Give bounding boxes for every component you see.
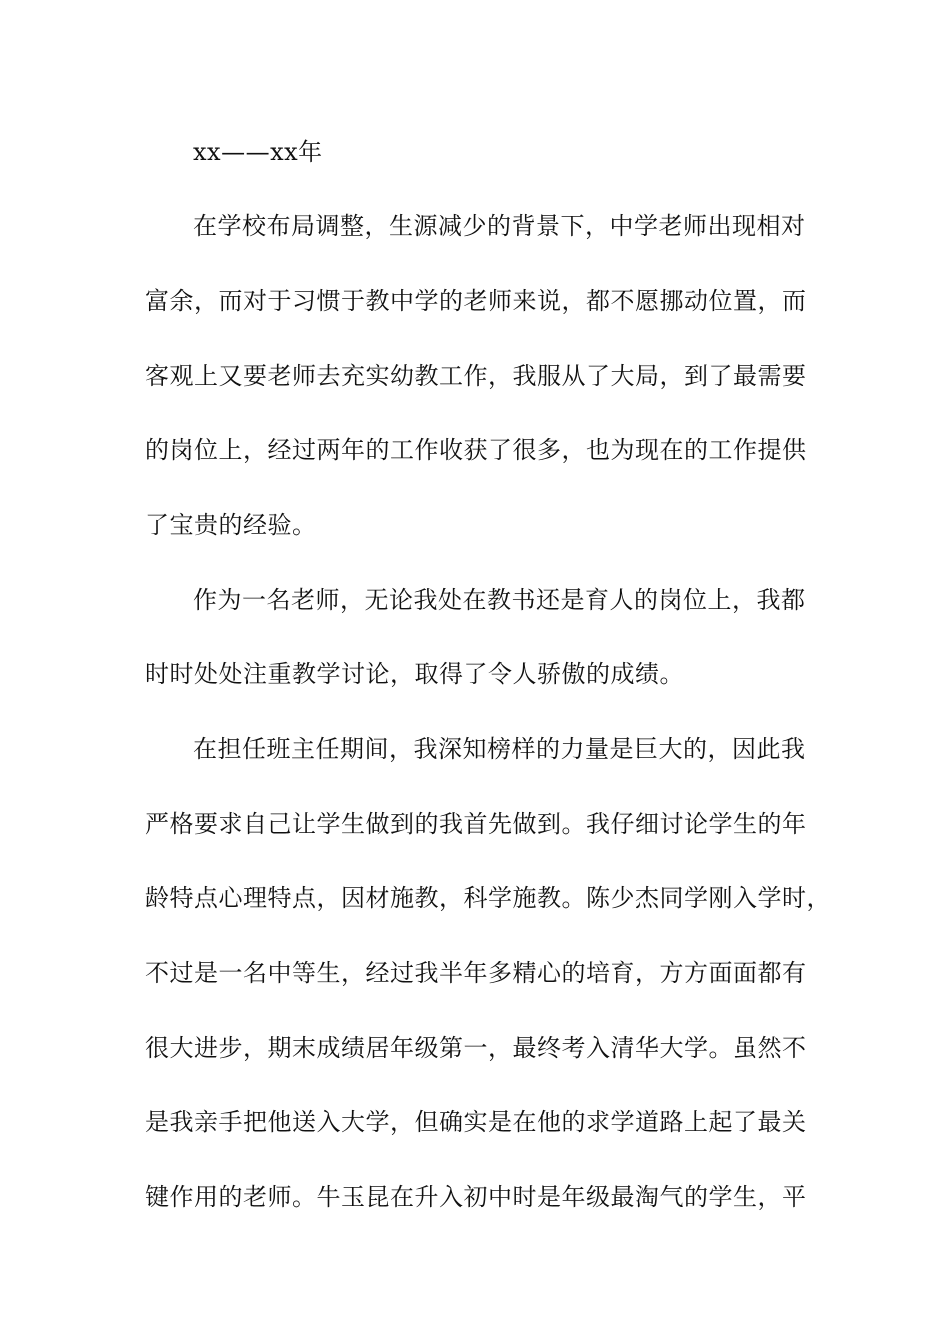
paragraph-1-line-4: 的岗位上，经过两年的工作收获了很多，也为现在的工作提供 [145,436,807,464]
paragraph-3-line-3: 龄特点心理特点，因材施教，科学施教。陈少杰同学刚入学时， [145,884,831,912]
paragraph-2-line-1: 作为一名老师，无论我处在教书还是育人的岗位上，我都 [193,586,806,614]
date-range-line: xx——xx年 [193,138,323,166]
paragraph-3-line-6: 是我亲手把他送入大学，但确实是在他的求学道路上起了最关 [145,1108,807,1136]
paragraph-1-line-2: 富余，而对于习惯于教中学的老师来说，都不愿挪动位置，而 [145,287,807,315]
paragraph-3-line-4: 不过是一名中等生，经过我半年多精心的培育，方方面面都有 [145,959,807,987]
paragraph-3-line-2: 严格要求自己让学生做到的我首先做到。我仔细讨论学生的年 [145,810,807,838]
paragraph-3-line-1: 在担任班主任期间，我深知榜样的力量是巨大的，因此我 [193,735,806,763]
paragraph-1-line-1: 在学校布局调整，生源减少的背景下，中学老师出现相对 [193,212,806,240]
paragraph-3-line-5: 很大进步，期末成绩居年级第一，最终考入清华大学。虽然不 [145,1034,807,1062]
paragraph-3-line-7: 键作用的老师。牛玉昆在升入初中时是年级最淘气的学生，平 [145,1183,807,1211]
paragraph-2-line-2: 时时处处注重教学讨论，取得了令人骄傲的成绩。 [145,660,684,688]
paragraph-1-line-5: 了宝贵的经验。 [145,511,317,539]
paragraph-1-line-3: 客观上又要老师去充实幼教工作，我服从了大局，到了最需要 [145,362,807,390]
